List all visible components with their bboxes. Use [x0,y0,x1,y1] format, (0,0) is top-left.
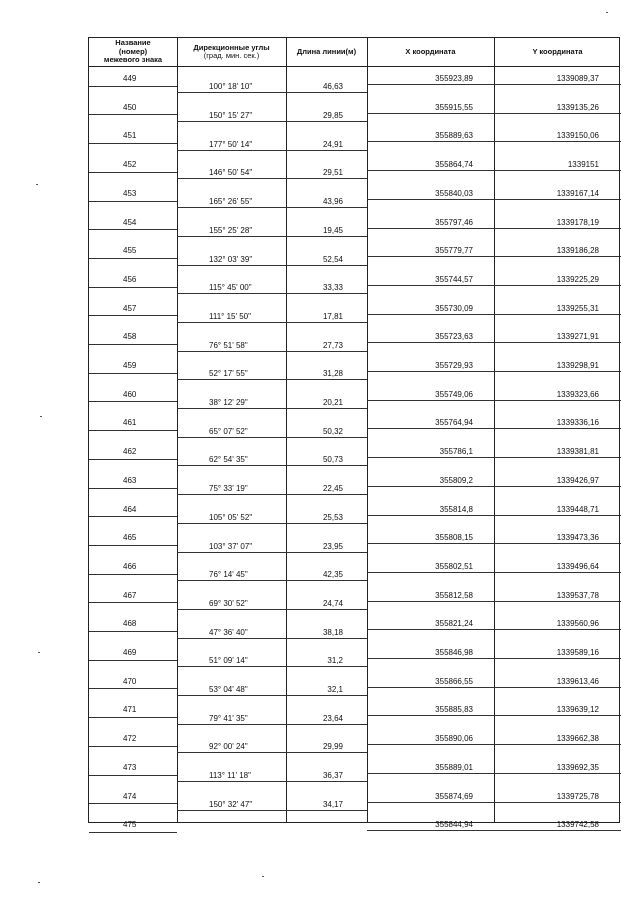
direction-angle: 132° 03' 39" [209,254,253,264]
name-cell-border [89,746,177,747]
y-coordinate: 1339089,37 [556,74,599,83]
header-angle [177,38,286,66]
column-divider [494,38,495,822]
segment-cell-border [177,695,367,696]
point-name: 466 [123,561,137,571]
coordinates-table [88,37,620,830]
point-name: 458 [123,332,137,342]
name-cell-border [89,660,177,661]
direction-angle: 47° 36' 40" [209,627,248,637]
y-coordinate: 1339725,78 [556,791,599,801]
point-name: 468 [123,619,137,629]
coordinate-cell-border [367,773,621,774]
segment-cell-border [177,236,367,237]
segment-cell-border [177,523,367,524]
coordinate-cell-border [367,314,621,315]
segment-cell-border [177,494,367,495]
y-coordinate: 1339381,81 [556,447,599,457]
direction-angle: 65° 07' 52" [209,426,248,436]
y-coordinate: 1339426,97 [556,475,599,485]
point-name: 467 [123,590,137,600]
direction-angle: 92° 00' 24" [209,742,248,752]
coordinate-cell-border [367,228,621,229]
y-coordinate: 1339186,28 [556,246,599,256]
segment-cell-border [177,752,367,753]
direction-angle: 52° 17' 55" [209,369,248,379]
x-coordinate: 355802,51 [435,561,473,571]
direction-angle: 100° 18' 10" [209,82,253,92]
scan-speck [38,652,40,653]
column-divider [367,38,368,822]
point-name: 465 [123,533,137,543]
y-coordinate: 1339496,64 [556,561,599,571]
coordinate-cell-border [367,342,621,343]
line-length: 22,45 [322,484,343,494]
point-name: 449 [123,74,137,83]
coordinate-cell-border [367,170,621,171]
coordinate-cell-border [367,802,621,803]
coordinate-cell-border [367,715,621,716]
name-cell-border [89,574,177,575]
y-coordinate: 1339167,14 [556,188,599,198]
coordinate-cell-border [367,457,621,458]
name-cell-border [89,688,177,689]
y-coordinate: 1339323,66 [556,389,599,399]
scan-speck [606,12,608,13]
x-coordinate: 355864,74 [435,160,473,170]
point-name: 464 [123,504,137,514]
y-coordinate: 1339150,06 [556,131,599,141]
name-cell-border [89,143,177,144]
segment-cell-border [177,609,367,610]
segment-cell-border [177,465,367,466]
name-cell-border [89,373,177,374]
direction-angle: 113° 11' 18" [209,771,251,781]
y-coordinate: 1339135,26 [556,102,599,112]
name-cell-border [89,315,177,316]
y-coordinate: 1339537,78 [556,590,599,600]
y-coordinate: 1339589,16 [556,648,599,657]
x-coordinate: 355885,83 [435,705,473,715]
segment-cell-border [177,121,367,122]
header-length: Длина линии(м) [296,46,357,56]
name-cell-border [89,401,177,402]
coordinate-cell-border [367,256,621,257]
header-divider [89,66,619,67]
y-coordinate: 1339692,35 [556,762,599,772]
y-coordinate: 1339473,36 [556,533,599,543]
x-coordinate: 355866,55 [435,676,473,686]
header-name [89,38,177,66]
x-coordinate: 355723,63 [435,332,473,342]
line-length: 29,51 [322,168,343,178]
name-cell-border [89,459,177,460]
segment-cell-border [177,150,367,151]
direction-angle: 79° 41' 35" [209,713,248,723]
x-coordinate: 355809,2 [439,475,473,485]
name-cell-border [89,516,177,517]
segment-cell-border [177,408,367,409]
name-cell-border [89,229,177,230]
direction-angle: 155° 25' 28" [209,225,253,235]
point-name: 453 [123,188,137,198]
point-name: 471 [123,705,137,715]
point-name: 460 [123,389,137,399]
scan-speck [38,882,40,883]
segment-cell-border [177,724,367,725]
coordinate-cell-border [367,371,621,372]
coordinate-cell-border [367,486,621,487]
line-length: 23,95 [322,541,343,551]
name-cell-border [89,86,177,87]
x-coordinate: 355730,09 [435,303,473,313]
direction-angle: 51° 09' 14" [209,656,248,666]
column-divider [177,38,178,822]
direction-angle: 53° 04' 48" [209,685,248,694]
direction-angle: 115° 45' 00" [209,283,252,293]
name-cell-border [89,775,177,776]
x-coordinate: 355890,06 [435,734,473,744]
x-coordinate: 355814,8 [439,504,473,514]
y-coordinate: 1339662,38 [556,734,599,744]
direction-angle: 76° 14' 45" [209,570,248,580]
point-name: 457 [123,303,137,313]
point-name: 475 [123,820,137,830]
y-coordinate: 1339151 [567,160,599,170]
point-name: 454 [123,217,137,227]
header-angle-line-1: Дирекционные углы [193,42,270,52]
line-length: 19,45 [322,225,343,235]
point-name: 450 [123,102,137,112]
point-name: 459 [123,361,137,370]
segment-cell-border [177,293,367,294]
line-length: 42,35 [322,570,343,580]
name-cell-border [89,344,177,345]
x-coordinate: 355812,58 [435,590,473,600]
point-name: 472 [123,734,137,744]
coordinate-cell-border [367,830,621,831]
y-coordinate: 1339336,16 [556,418,599,428]
header-y: Y координата [532,46,583,56]
segment-cell-border [177,437,367,438]
header-x: X координата [405,46,456,56]
line-length: 24,91 [322,139,343,149]
line-length: 33,33 [322,283,343,293]
line-length: 50,73 [322,455,343,465]
line-length: 50,32 [322,426,343,436]
segment-cell-border [177,92,367,93]
direction-angle: 150° 15' 27" [209,111,253,120]
name-cell-border [89,258,177,259]
x-coordinate: 355923,89 [435,74,473,83]
name-cell-border [89,717,177,718]
line-length: 43,96 [322,197,343,207]
name-cell-border [89,201,177,202]
line-length: 31,2 [327,656,343,666]
name-cell-border [89,287,177,288]
line-length: 17,81 [322,311,343,321]
coordinate-cell-border [367,744,621,745]
line-length: 36,37 [322,771,343,781]
point-name: 473 [123,762,137,772]
x-coordinate: 355915,55 [435,102,473,112]
coordinate-cell-border [367,285,621,286]
line-length: 31,28 [322,369,343,379]
line-length: 46,63 [322,82,343,92]
name-cell-border [89,803,177,804]
x-coordinate: 355844,94 [435,820,473,830]
scan-speck [36,184,38,185]
coordinate-cell-border [367,572,621,573]
point-name: 461 [123,418,137,428]
line-length: 29,85 [322,111,343,120]
header-name-line-2: (номер) [118,46,148,56]
segment-cell-border [177,552,367,553]
coordinate-cell-border [367,629,621,630]
name-cell-border [89,172,177,173]
coordinate-cell-border [367,543,621,544]
direction-angle: 38° 12' 29" [209,398,248,407]
x-coordinate: 355764,94 [435,418,473,428]
y-coordinate: 1339560,96 [556,619,599,629]
line-length: 25,53 [322,512,343,522]
name-cell-border [89,114,177,115]
point-name: 463 [123,475,137,485]
x-coordinate: 355846,98 [435,648,473,657]
coordinate-cell-border [367,199,621,200]
direction-angle: 76° 51' 58" [209,340,248,350]
coordinate-cell-border [367,113,621,114]
y-coordinate: 1339448,71 [556,504,599,514]
x-coordinate: 355874,69 [435,791,473,801]
y-coordinate: 1339742,58 [556,820,599,830]
segment-cell-border [177,207,367,208]
direction-angle: 69° 30' 52" [209,598,248,608]
y-coordinate: 1339178,19 [556,217,599,227]
segment-cell-border [177,781,367,782]
point-name: 469 [123,648,137,657]
point-name: 455 [123,246,137,256]
coordinate-cell-border [367,687,621,688]
coordinate-cell-border [367,601,621,602]
name-cell-border [89,602,177,603]
line-length: 27,73 [322,340,343,350]
line-length: 34,17 [322,799,343,809]
segment-cell-border [177,322,367,323]
coordinate-cell-border [367,428,621,429]
segment-cell-border [177,580,367,581]
x-coordinate: 355889,63 [435,131,473,141]
segment-cell-border [177,666,367,667]
name-cell-border [89,488,177,489]
point-name: 470 [123,676,137,686]
point-name: 474 [123,791,137,801]
coordinate-cell-border [367,84,621,85]
x-coordinate: 355840,03 [435,188,473,198]
direction-angle: 150° 32' 47" [209,799,253,809]
header-name-line-3: межевого знака [103,55,163,65]
name-cell-border [89,545,177,546]
y-coordinate: 1339613,46 [556,676,599,686]
segment-cell-border [177,351,367,352]
header-name-line-1: Название [115,38,151,48]
y-coordinate: 1339271,91 [556,332,599,342]
segment-cell-border [177,379,367,380]
direction-angle: 165° 26' 55" [209,197,253,207]
line-length: 24,74 [322,598,343,608]
name-cell-border [89,832,177,833]
direction-angle: 177° 50' 14" [209,139,253,149]
direction-angle: 111° 15' 50" [209,311,251,321]
y-coordinate: 1339225,29 [556,274,599,284]
x-coordinate: 355729,93 [435,361,473,370]
line-length: 32,1 [327,685,343,694]
direction-angle: 105° 05' 52" [209,512,253,522]
direction-angle: 103° 37' 07" [209,541,253,551]
coordinate-cell-border [367,141,621,142]
point-name: 451 [123,131,137,141]
line-length: 23,64 [322,713,343,723]
point-name: 452 [123,160,137,170]
line-length: 20,21 [322,398,343,407]
scan-speck [262,876,264,877]
coordinate-cell-border [367,515,621,516]
header-angle-line-2: (град. мин. сек.) [203,51,260,60]
point-name: 456 [123,274,137,284]
scan-speck [40,416,42,417]
coordinate-cell-border [367,400,621,401]
coordinate-cell-border [367,658,621,659]
x-coordinate: 355749,06 [435,389,473,399]
line-length: 29,99 [322,742,343,752]
direction-angle: 146° 50' 54" [209,168,253,178]
segment-cell-border [177,178,367,179]
x-coordinate: 355786,1 [439,447,473,457]
point-name: 462 [123,447,137,457]
x-coordinate: 355797,46 [435,217,473,227]
line-length: 38,18 [322,627,343,637]
x-coordinate: 355808,15 [435,533,473,543]
direction-angle: 62° 54' 35" [209,455,248,465]
segment-cell-border [177,265,367,266]
y-coordinate: 1339298,91 [556,361,599,370]
segment-cell-border [177,810,367,811]
x-coordinate: 355821,24 [435,619,473,629]
x-coordinate: 355889,01 [435,762,473,772]
name-cell-border [89,430,177,431]
direction-angle: 75° 33' 19" [209,484,248,494]
line-length: 52,54 [322,254,343,264]
x-coordinate: 355744,57 [435,274,473,284]
name-cell-border [89,631,177,632]
y-coordinate: 1339255,31 [556,303,599,313]
y-coordinate: 1339639,12 [556,705,599,715]
x-coordinate: 355779,77 [435,246,473,256]
segment-cell-border [177,638,367,639]
